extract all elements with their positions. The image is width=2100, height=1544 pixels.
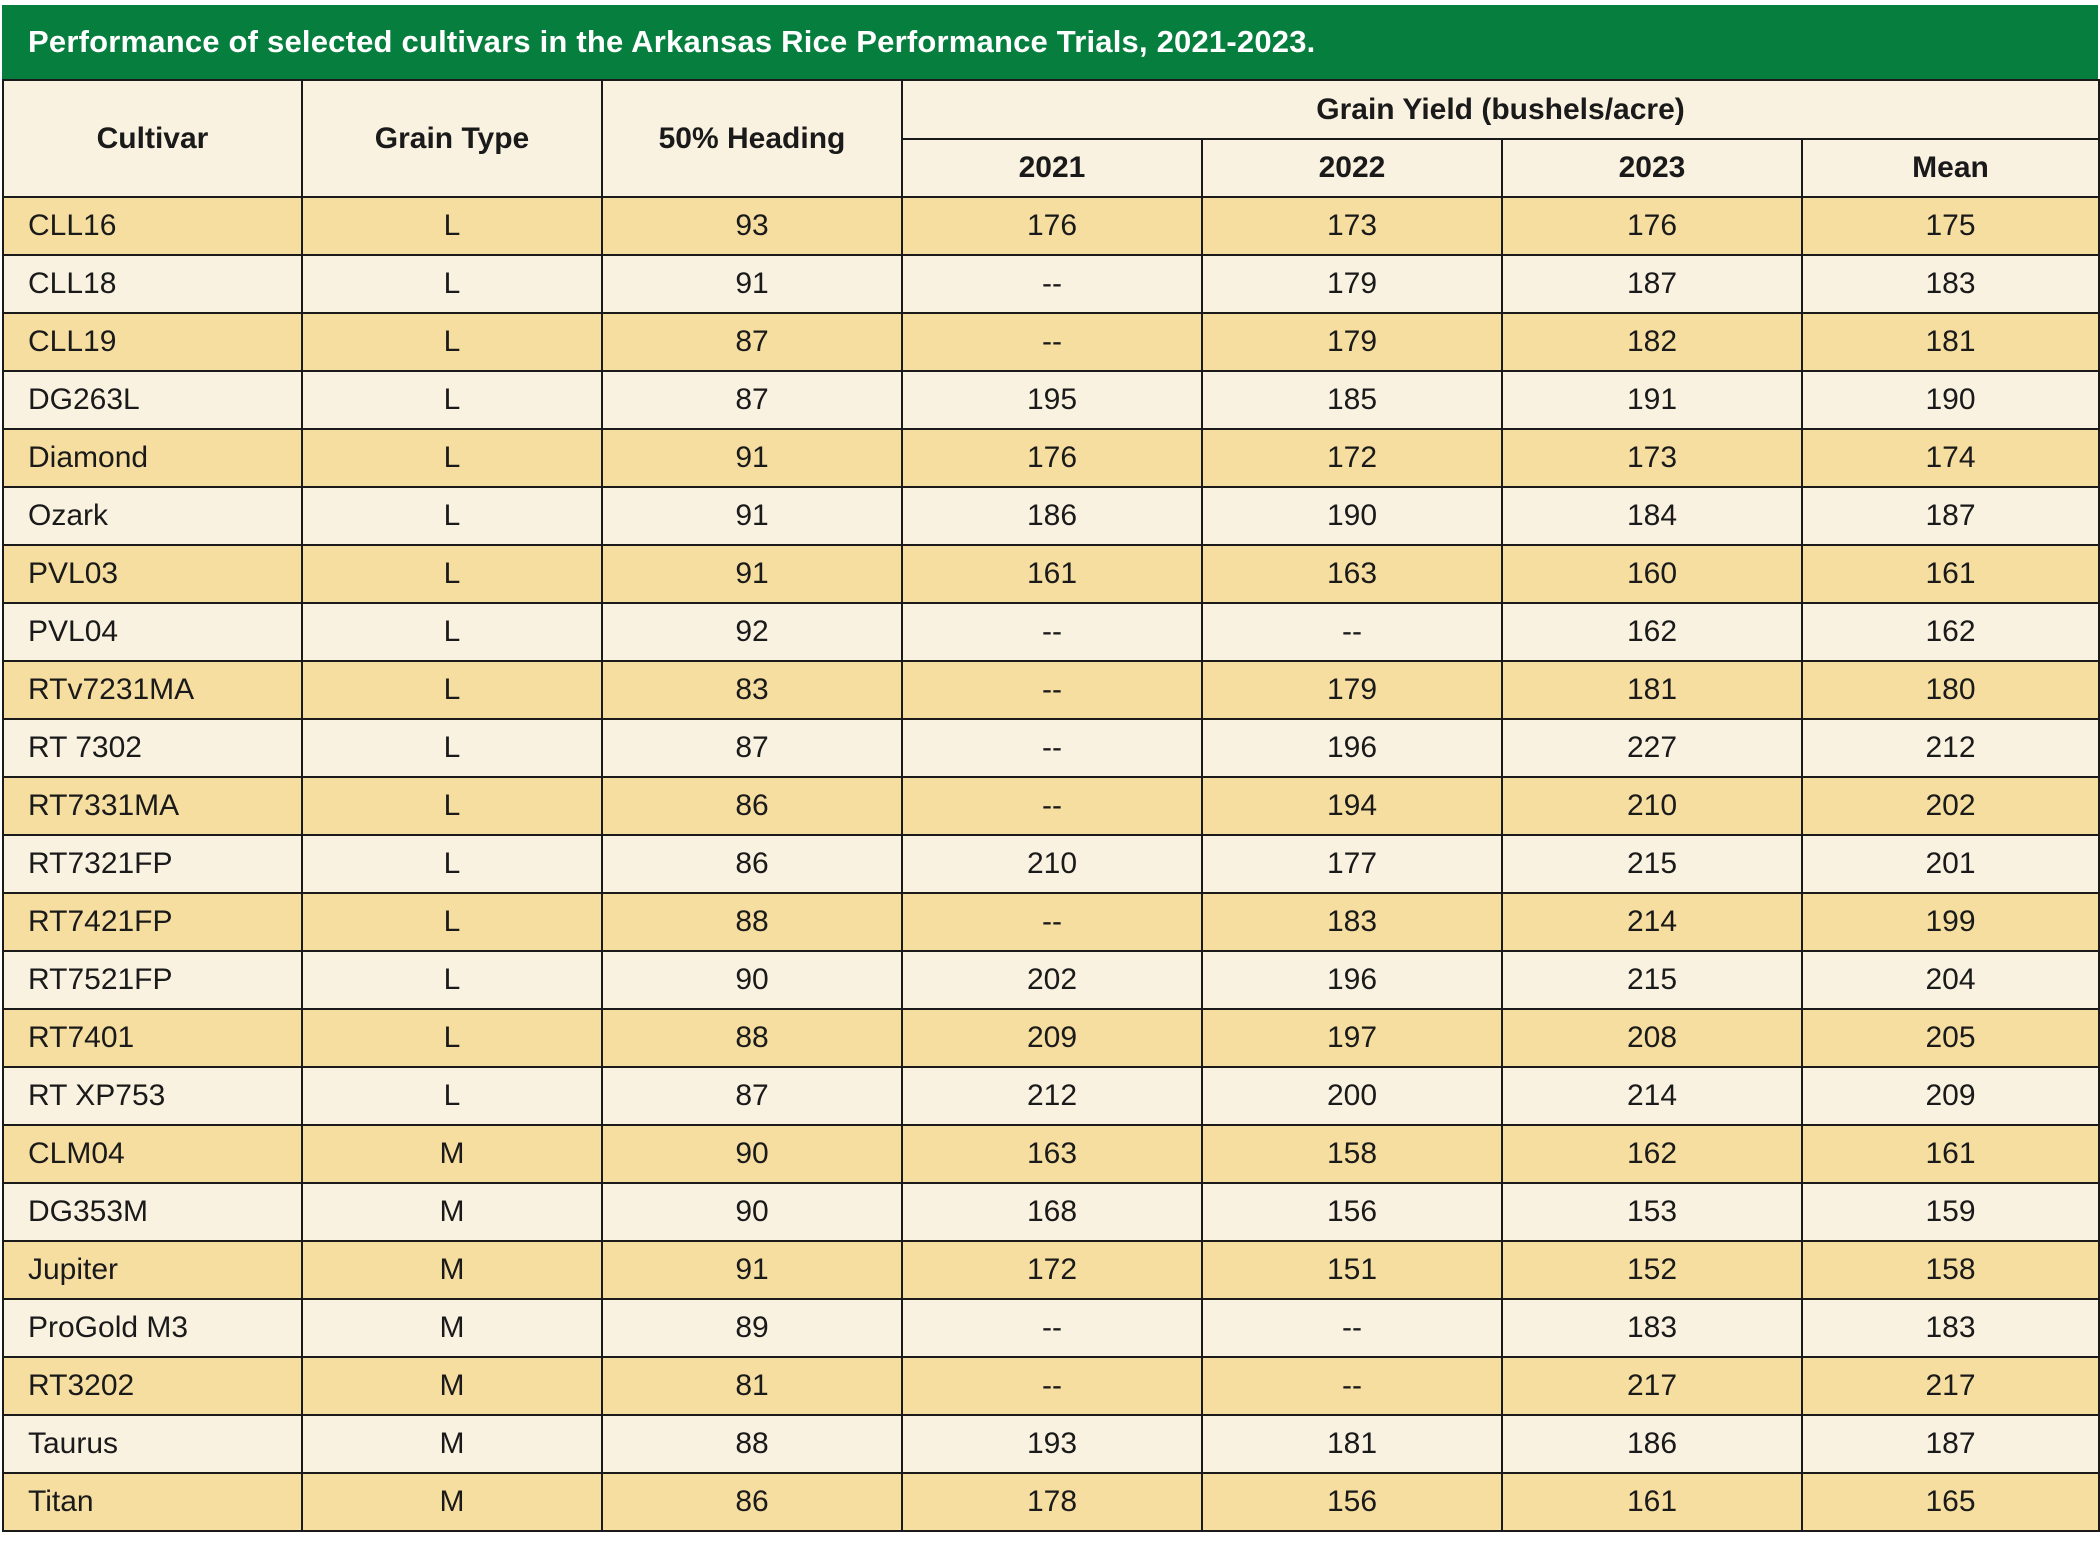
yield-mean-cell: 199	[1802, 893, 2099, 951]
yield-mean-cell: 175	[1802, 197, 2099, 255]
cultivar-cell: Diamond	[3, 429, 302, 487]
yield-2021-cell: 210	[902, 835, 1202, 893]
heading-cell: 89	[602, 1299, 902, 1357]
heading-cell: 92	[602, 603, 902, 661]
yield-2023-cell: 215	[1502, 835, 1802, 893]
yield-2022-cell: 156	[1202, 1473, 1502, 1531]
cultivar-cell: CLM04	[3, 1125, 302, 1183]
yield-2022-cell: 183	[1202, 893, 1502, 951]
table-row	[3, 1067, 2099, 1125]
heading-cell: 91	[602, 429, 902, 487]
yield-2021-cell: 161	[902, 545, 1202, 603]
grain-type-cell: L	[302, 1009, 602, 1067]
heading-cell: 83	[602, 661, 902, 719]
heading-cell: 86	[602, 1473, 902, 1531]
cultivar-cell: Titan	[3, 1473, 302, 1531]
yield-2021-cell: 209	[902, 1009, 1202, 1067]
heading-cell: 91	[602, 1241, 902, 1299]
grain-type-cell: L	[302, 777, 602, 835]
yield-2023-cell: 182	[1502, 313, 1802, 371]
grain-type-cell: L	[302, 951, 602, 1009]
cultivar-cell: PVL03	[3, 545, 302, 603]
yield-2022-cell: 179	[1202, 313, 1502, 371]
cultivar-cell: Jupiter	[3, 1241, 302, 1299]
yield-mean-cell: 209	[1802, 1067, 2099, 1125]
header-grain-type: Grain Type	[302, 80, 602, 197]
heading-cell: 90	[602, 1183, 902, 1241]
cultivar-cell: ProGold M3	[3, 1299, 302, 1357]
yield-2023-cell: 184	[1502, 487, 1802, 545]
yield-2021-cell: --	[902, 661, 1202, 719]
table-row	[3, 1183, 2099, 1241]
grain-type-cell: L	[302, 661, 602, 719]
cultivar-cell: DG263L	[3, 371, 302, 429]
yield-2022-cell: 179	[1202, 255, 1502, 313]
table-row	[3, 951, 2099, 1009]
table-row	[3, 893, 2099, 951]
header-year-2021: 2021	[902, 139, 1202, 197]
grain-type-cell: L	[302, 371, 602, 429]
yield-mean-cell: 190	[1802, 371, 2099, 429]
heading-cell: 88	[602, 1009, 902, 1067]
grain-type-cell: L	[302, 429, 602, 487]
table-row	[3, 255, 2099, 313]
yield-2021-cell: --	[902, 1357, 1202, 1415]
yield-2023-cell: 161	[1502, 1473, 1802, 1531]
grain-type-cell: L	[302, 313, 602, 371]
cultivar-performance-table	[2, 79, 2100, 1532]
yield-2022-cell: 172	[1202, 429, 1502, 487]
heading-cell: 90	[602, 951, 902, 1009]
grain-type-cell: L	[302, 545, 602, 603]
yield-2023-cell: 210	[1502, 777, 1802, 835]
yield-2021-cell: 176	[902, 197, 1202, 255]
yield-2021-cell: 193	[902, 1415, 1202, 1473]
cultivar-cell: CLL16	[3, 197, 302, 255]
table-row	[3, 719, 2099, 777]
yield-2021-cell: 172	[902, 1241, 1202, 1299]
yield-2022-cell: 163	[1202, 545, 1502, 603]
grain-type-cell: L	[302, 255, 602, 313]
cultivar-cell: RT7421FP	[3, 893, 302, 951]
yield-2021-cell: --	[902, 777, 1202, 835]
grain-type-cell: L	[302, 487, 602, 545]
yield-2021-cell: --	[902, 1299, 1202, 1357]
yield-2023-cell: 176	[1502, 197, 1802, 255]
yield-2023-cell: 227	[1502, 719, 1802, 777]
table-row	[3, 777, 2099, 835]
yield-2023-cell: 187	[1502, 255, 1802, 313]
cultivar-cell: CLL19	[3, 313, 302, 371]
heading-cell: 91	[602, 545, 902, 603]
table-row	[3, 835, 2099, 893]
grain-type-cell: L	[302, 719, 602, 777]
heading-cell: 91	[602, 487, 902, 545]
header-cultivar: Cultivar	[3, 80, 302, 197]
grain-type-cell: L	[302, 197, 602, 255]
yield-2022-cell: 197	[1202, 1009, 1502, 1067]
header-year-2023: 2023	[1502, 139, 1802, 197]
yield-2023-cell: 208	[1502, 1009, 1802, 1067]
cultivar-cell: RT7321FP	[3, 835, 302, 893]
cultivar-cell: RT 7302	[3, 719, 302, 777]
yield-2021-cell: 176	[902, 429, 1202, 487]
grain-type-cell: M	[302, 1415, 602, 1473]
header-mean: Mean	[1802, 139, 2099, 197]
heading-cell: 88	[602, 1415, 902, 1473]
grain-type-cell: M	[302, 1241, 602, 1299]
grain-type-cell: M	[302, 1473, 602, 1531]
table-row	[3, 1299, 2099, 1357]
yield-2021-cell: --	[902, 719, 1202, 777]
yield-2021-cell: --	[902, 313, 1202, 371]
table-row	[3, 371, 2099, 429]
cultivar-cell: RTv7231MA	[3, 661, 302, 719]
yield-2023-cell: 152	[1502, 1241, 1802, 1299]
yield-2021-cell: --	[902, 603, 1202, 661]
yield-2022-cell: 196	[1202, 719, 1502, 777]
table-row	[3, 429, 2099, 487]
cultivar-cell: RT7331MA	[3, 777, 302, 835]
yield-2022-cell: 179	[1202, 661, 1502, 719]
table-row	[3, 1473, 2099, 1531]
cultivar-cell: PVL04	[3, 603, 302, 661]
yield-2022-cell: 181	[1202, 1415, 1502, 1473]
yield-2021-cell: --	[902, 255, 1202, 313]
header-grain-yield: Grain Yield (bushels/acre)	[902, 80, 2099, 139]
cultivar-cell: RT7401	[3, 1009, 302, 1067]
yield-mean-cell: 165	[1802, 1473, 2099, 1531]
grain-type-cell: M	[302, 1357, 602, 1415]
yield-mean-cell: 205	[1802, 1009, 2099, 1067]
yield-2022-cell: 173	[1202, 197, 1502, 255]
cultivar-cell: RT3202	[3, 1357, 302, 1415]
grain-type-cell: M	[302, 1299, 602, 1357]
yield-2023-cell: 191	[1502, 371, 1802, 429]
cultivar-cell: DG353M	[3, 1183, 302, 1241]
yield-mean-cell: 161	[1802, 545, 2099, 603]
yield-mean-cell: 174	[1802, 429, 2099, 487]
yield-2023-cell: 181	[1502, 661, 1802, 719]
yield-2023-cell: 183	[1502, 1299, 1802, 1357]
yield-2022-cell: 194	[1202, 777, 1502, 835]
yield-2021-cell: 212	[902, 1067, 1202, 1125]
yield-2023-cell: 162	[1502, 603, 1802, 661]
yield-2023-cell: 214	[1502, 893, 1802, 951]
table-row	[3, 197, 2099, 255]
heading-cell: 81	[602, 1357, 902, 1415]
heading-cell: 93	[602, 197, 902, 255]
grain-type-cell: L	[302, 1067, 602, 1125]
grain-type-cell: L	[302, 893, 602, 951]
yield-2021-cell: 186	[902, 487, 1202, 545]
table-row	[3, 1125, 2099, 1183]
yield-mean-cell: 187	[1802, 1415, 2099, 1473]
yield-2021-cell: 163	[902, 1125, 1202, 1183]
yield-mean-cell: 183	[1802, 255, 2099, 313]
table-row	[3, 661, 2099, 719]
yield-mean-cell: 159	[1802, 1183, 2099, 1241]
cultivar-cell: CLL18	[3, 255, 302, 313]
yield-2022-cell: 185	[1202, 371, 1502, 429]
table-title: Performance of selected cultivars in the Arkansas Rice Performance Trials, 2021-2023.	[2, 5, 2098, 79]
yield-2023-cell: 217	[1502, 1357, 1802, 1415]
yield-mean-cell: 181	[1802, 313, 2099, 371]
yield-2023-cell: 186	[1502, 1415, 1802, 1473]
yield-mean-cell: 162	[1802, 603, 2099, 661]
yield-mean-cell: 204	[1802, 951, 2099, 1009]
heading-cell: 86	[602, 777, 902, 835]
header-year-2022: 2022	[1202, 139, 1502, 197]
yield-mean-cell: 202	[1802, 777, 2099, 835]
yield-2022-cell: 177	[1202, 835, 1502, 893]
grain-type-cell: M	[302, 1125, 602, 1183]
yield-2021-cell: 168	[902, 1183, 1202, 1241]
yield-mean-cell: 161	[1802, 1125, 2099, 1183]
heading-cell: 87	[602, 371, 902, 429]
heading-cell: 87	[602, 313, 902, 371]
yield-2023-cell: 214	[1502, 1067, 1802, 1125]
table-row	[3, 1241, 2099, 1299]
yield-2022-cell: 151	[1202, 1241, 1502, 1299]
yield-2022-cell: --	[1202, 1299, 1502, 1357]
cultivar-cell: Taurus	[3, 1415, 302, 1473]
grain-type-cell: M	[302, 1183, 602, 1241]
table-row	[3, 487, 2099, 545]
yield-2021-cell: 178	[902, 1473, 1202, 1531]
yield-mean-cell: 187	[1802, 487, 2099, 545]
heading-cell: 87	[602, 1067, 902, 1125]
heading-cell: 87	[602, 719, 902, 777]
yield-mean-cell: 217	[1802, 1357, 2099, 1415]
table-row	[3, 1009, 2099, 1067]
yield-2023-cell: 160	[1502, 545, 1802, 603]
table-header	[3, 80, 2099, 197]
yield-2022-cell: 158	[1202, 1125, 1502, 1183]
yield-2022-cell: --	[1202, 1357, 1502, 1415]
yield-mean-cell: 201	[1802, 835, 2099, 893]
table-row	[3, 313, 2099, 371]
yield-2023-cell: 215	[1502, 951, 1802, 1009]
grain-type-cell: L	[302, 603, 602, 661]
yield-mean-cell: 212	[1802, 719, 2099, 777]
table-body	[3, 197, 2099, 1531]
cultivar-cell: Ozark	[3, 487, 302, 545]
heading-cell: 86	[602, 835, 902, 893]
yield-2021-cell: 202	[902, 951, 1202, 1009]
yield-2021-cell: 195	[902, 371, 1202, 429]
yield-2022-cell: --	[1202, 603, 1502, 661]
table-row	[3, 1415, 2099, 1473]
heading-cell: 90	[602, 1125, 902, 1183]
yield-2023-cell: 153	[1502, 1183, 1802, 1241]
table-row	[3, 603, 2099, 661]
yield-2023-cell: 162	[1502, 1125, 1802, 1183]
table-row	[3, 1357, 2099, 1415]
yield-mean-cell: 158	[1802, 1241, 2099, 1299]
cultivar-cell: RT7521FP	[3, 951, 302, 1009]
yield-2021-cell: --	[902, 893, 1202, 951]
yield-mean-cell: 180	[1802, 661, 2099, 719]
yield-mean-cell: 183	[1802, 1299, 2099, 1357]
heading-cell: 91	[602, 255, 902, 313]
grain-type-cell: L	[302, 835, 602, 893]
cultivar-cell: RT XP753	[3, 1067, 302, 1125]
yield-2022-cell: 156	[1202, 1183, 1502, 1241]
header-heading: 50% Heading	[602, 80, 902, 197]
yield-2022-cell: 200	[1202, 1067, 1502, 1125]
yield-2022-cell: 196	[1202, 951, 1502, 1009]
table-row	[3, 545, 2099, 603]
yield-2022-cell: 190	[1202, 487, 1502, 545]
heading-cell: 88	[602, 893, 902, 951]
yield-2023-cell: 173	[1502, 429, 1802, 487]
